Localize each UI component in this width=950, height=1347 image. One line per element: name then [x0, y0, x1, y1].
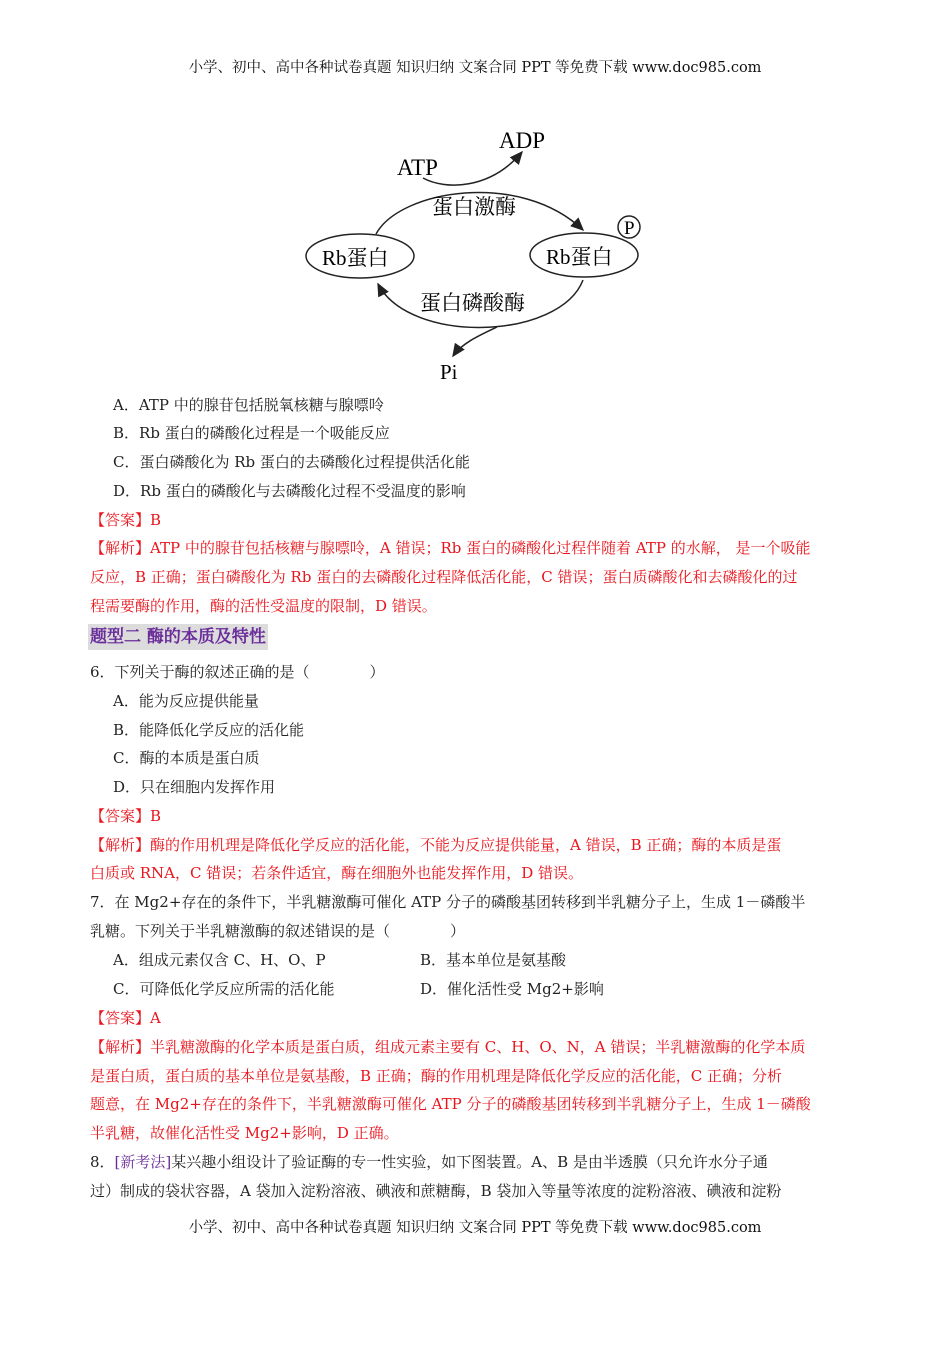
rb-protein-diagram — [290, 120, 660, 390]
atp-label: ATP — [397, 155, 438, 180]
q6-stem: 6．下列关于酶的叙述正确的是（ ） — [90, 663, 385, 681]
phosphatase-label: 蛋白磷酸酶 — [420, 291, 525, 315]
q6-answer: 【答案】B — [90, 807, 162, 825]
kinase-label: 蛋白激酶 — [432, 195, 516, 219]
q7-option-a: A．组成元素仅含 C、H、O、P — [113, 951, 326, 969]
q7-answer: 【答案】A — [90, 1009, 161, 1027]
q6-analysis-line: 白质或 RNA，C 错误；若条件适宜，酶在细胞外也能发挥作用，D 错误。 — [90, 864, 584, 882]
q8-number: 8． — [90, 1153, 115, 1171]
q5-analysis-line: 【解析】ATP 中的腺苷包括核糖与腺嘌呤，A 错误；Rb 蛋白的磷酸化过程伴随着 ATP 的水解， 是一个吸能 — [90, 539, 811, 557]
q6-option-b: B．能降低化学反应的活化能 — [113, 721, 305, 739]
q7-option-b: B．基本单位是氨基酸 — [420, 951, 567, 969]
q8-tag: [新考法] — [114, 1153, 172, 1171]
rb-left-label: Rb蛋白 — [322, 246, 389, 270]
adp-label: ADP — [499, 128, 546, 153]
q5-analysis-line: 反应，B 正确；蛋白磷酸化为 Rb 蛋白的去磷酸化过程降低活化能，C 错误；蛋白质磷酸化和去磷酸化的过 — [90, 568, 798, 586]
rb-right-label: Rb蛋白 — [546, 245, 613, 269]
q7-analysis-line: 半乳糖，故催化活性受 Mg2+影响，D 正确。 — [90, 1124, 399, 1142]
pi-arrow — [453, 327, 497, 356]
page-header: 小学、初中、高中各种试卷真题 知识归纳 文案合同 PPT 等免费下载 www.doc985.com — [188, 60, 762, 76]
q5-analysis-line: 程需要酶的作用，酶的活性受温度的限制，D 错误。 — [90, 597, 437, 615]
page-footer: 小学、初中、高中各种试卷真题 知识归纳 文案合同 PPT 等免费下载 www.doc985.com — [188, 1220, 762, 1236]
q7-analysis-line: 【解析】半乳糖激酶的化学本质是蛋白质，组成元素主要有 C、H、O、N，A 错误；半乳糖激酶的化学本质 — [90, 1038, 806, 1056]
q7-stem-line: 乳糖。下列关于半乳糖激酶的叙述错误的是（ ） — [90, 922, 466, 940]
q5-answer: 【答案】B — [90, 511, 162, 529]
q5-option-d: D．Rb 蛋白的磷酸化与去磷酸化过程不受温度的影响 — [113, 482, 466, 500]
q7-option-c: C．可降低化学反应所需的活化能 — [113, 980, 335, 998]
section-heading: 题型二 酶的本质及特性 — [88, 624, 268, 650]
q7-analysis-line: 是蛋白质，蛋白质的基本单位是氨基酸，B 正确；酶的作用机理是降低化学反应的活化能，C 正确；分析 — [90, 1067, 783, 1085]
q6-option-a: A．能为反应提供能量 — [113, 692, 259, 710]
q7-option-d: D．催化活性受 Mg2+影响 — [420, 980, 604, 998]
pi-label: Pi — [440, 360, 458, 384]
q7-analysis-line: 题意，在 Mg2+存在的条件下，半乳糖激酶可催化 ATP 分子的磷酸基团转移到半乳糖分子上，生成 1－磷酸 — [90, 1095, 811, 1113]
q5-option-c: C．蛋白磷酸化为 Rb 蛋白的去磷酸化过程提供活化能 — [113, 453, 470, 471]
q6-option-c: C．酶的本质是蛋白质 — [113, 749, 260, 767]
q7-stem-line: 7．在 Mg2+存在的条件下，半乳糖激酶可催化 ATP 分子的磷酸基团转移到半乳糖分子上，生成 1－磷酸半 — [90, 893, 806, 911]
q8-stem-text: 某兴趣小组设计了验证酶的专一性实验，如下图装置。A、B 是由半透膜（只允许水分子通 — [171, 1153, 768, 1171]
q5-option-a: A．ATP 中的腺苷包括脱氧核糖与腺嘌呤 — [113, 396, 384, 414]
q6-analysis-line: 【解析】酶的作用机理是降低化学反应的活化能，不能为反应提供能量，A 错误，B 正确；酶的本质是蛋 — [90, 836, 782, 854]
q8-stem-line — [90, 1148, 860, 1177]
q6-option-d: D．只在细胞内发挥作用 — [113, 778, 276, 796]
q5-option-b: B．Rb 蛋白的磷酸化过程是一个吸能反应 — [113, 424, 390, 442]
phosphate-label: P — [624, 218, 635, 239]
q8-stem-line: 过）制成的袋状容器，A 袋加入淀粉溶液、碘液和蔗糖酶，B 袋加入等量等浓度的淀粉溶液、碘液和淀粉 — [90, 1182, 782, 1200]
